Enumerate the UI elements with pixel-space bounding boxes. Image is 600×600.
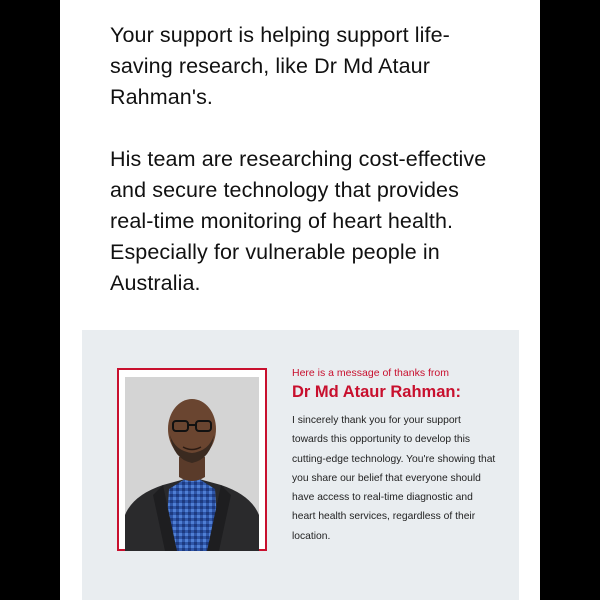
portrait-photo bbox=[125, 377, 259, 551]
intro-paragraph-2: His team are researching cost-effective and secure technology that provides real-time monitoring of heart health. Especially for vulnerable people in Australia. bbox=[110, 147, 487, 295]
message-block bbox=[292, 366, 497, 546]
email-page bbox=[60, 0, 540, 600]
portrait-frame bbox=[117, 368, 267, 551]
intro-paragraph-1: Your support is helping support life-saving research, like Dr Md Ataur Rahman's. bbox=[110, 23, 450, 109]
intro-text bbox=[110, 20, 500, 330]
message-card bbox=[82, 330, 519, 600]
message-body: I sincerely thank you for your support towards this opportunity to develop this cutting-edge technology. You're showing that you share our belief that everyone should have access to real-time diagnostic and heart health services, regardless of their location. bbox=[292, 415, 496, 542]
message-intro-label: Here is a message of thanks from bbox=[292, 367, 449, 379]
message-author-name: Dr Md Ataur Rahman: bbox=[292, 383, 461, 401]
